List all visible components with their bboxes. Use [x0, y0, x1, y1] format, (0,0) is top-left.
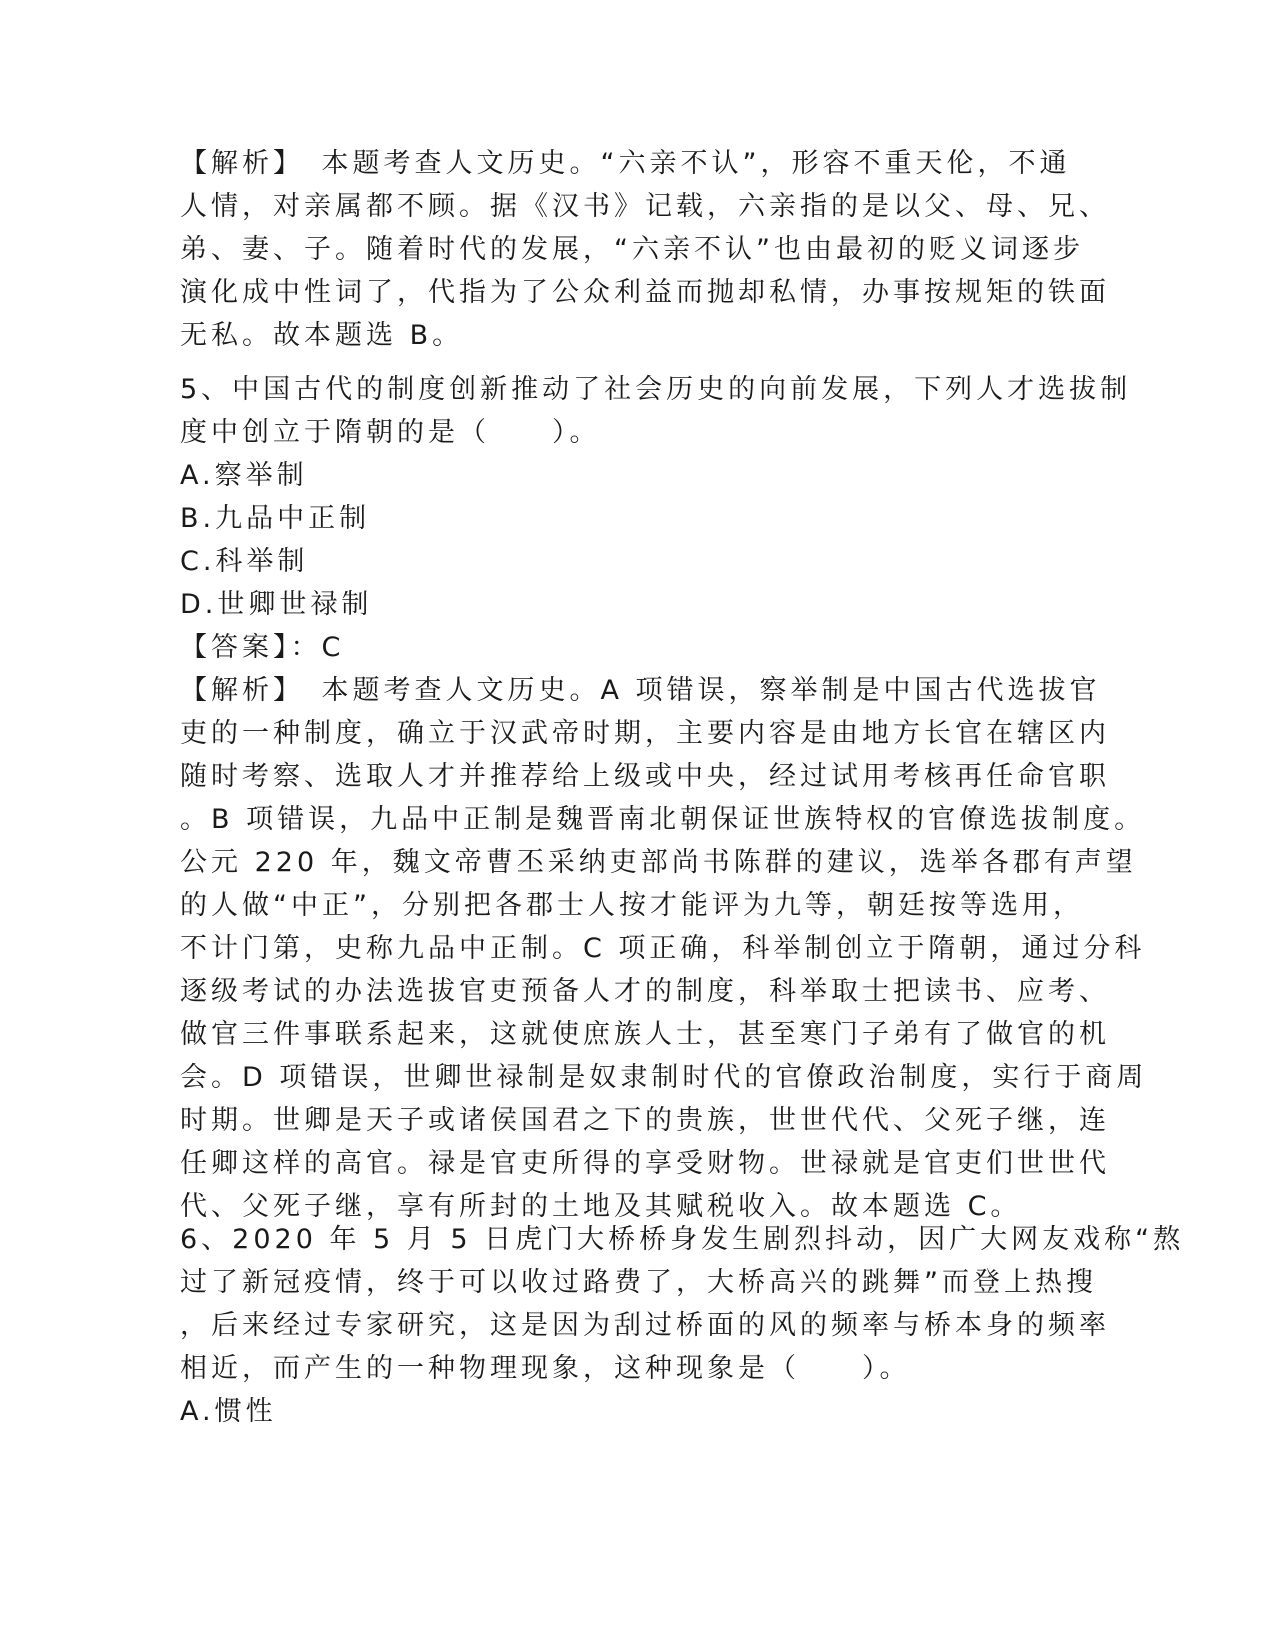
analysis-line: 不计门第，史称九品中正制。C 项正确，科举制创立于隋朝，通过分科 — [180, 933, 1146, 964]
previous-question-analysis — [180, 142, 1110, 357]
option-b: B.九品中正制 — [180, 503, 371, 534]
analysis-line: 任卿这样的高官。禄是官吏所得的享受财物。世禄就是官吏们世世代 — [180, 1148, 1110, 1179]
question-stem-line: 度中创立于隋朝的是（ ）。 — [180, 417, 601, 448]
analysis-line: 演化成中性词了，代指为了公众利益而抛却私情，办事按规矩的铁面 — [180, 277, 1110, 308]
analysis-line: 吏的一种制度，确立于汉武帝时期，主要内容是由地方长官在辖区内 — [180, 718, 1110, 749]
analysis-line: 做官三件事联系起来，这就使庶族人士，甚至寒门子弟有了做官的机 — [180, 1019, 1110, 1050]
analysis-line: 。B 项错误，九品中正制是魏晋南北朝保证世族特权的官僚选拔制度。 — [180, 804, 1146, 835]
analysis-line: 会。D 项错误，世卿世禄制是奴隶制时代的官僚政治制度，实行于商周 — [180, 1062, 1148, 1093]
option-d: D.世卿世禄制 — [180, 589, 373, 620]
analysis-line: 无私。故本题选 B。 — [180, 320, 464, 351]
analysis-line: 逐级考试的办法选拔官吏预备人才的制度，科举取士把读书、应考、 — [180, 976, 1110, 1007]
question-stem-line: 相近，而产生的一种物理现象，这种现象是（ ）。 — [180, 1353, 911, 1384]
option-a: A.察举制 — [180, 460, 308, 491]
question-5 — [180, 368, 1148, 1228]
analysis-line: 人情，对亲属都不顾。据《汉书》记载，六亲指的是以父、母、兄、 — [180, 191, 1110, 222]
analysis-line: 弟、妻、子。随着时代的发展，“六亲不认”也由最初的贬义词逐步 — [180, 234, 1084, 265]
analysis-line: 随时考察、选取人才并推荐给上级或中央，经过试用考核再任命官职 — [180, 761, 1110, 792]
option-a: A.惯性 — [180, 1396, 277, 1427]
question-stem-line: ，后来经过专家研究，这是因为刮过桥面的风的频率与桥本身的频率 — [180, 1310, 1110, 1341]
question-stem-line: 6、2020 年 5 月 5 日虎门大桥桥身发生剧烈抖动，因广大网友戏称“熬 — [180, 1224, 1185, 1255]
question-stem-line: 过了新冠疫情，终于可以收过路费了，大桥高兴的跳舞”而登上热搜 — [180, 1267, 1097, 1298]
analysis-line: 的人做“中正”，分别把各郡士人按才能评为九等，朝廷按等选用， — [180, 890, 1084, 921]
question-stem-line: 5、中国古代的制度创新推动了社会历史的向前发展，下列人才选拔制 — [180, 374, 1132, 405]
analysis-line: 【解析】 本题考查人文历史。“六亲不认”，形容不重天伦，不通 — [180, 148, 1071, 179]
question-6 — [180, 1218, 1185, 1433]
answer-line: 【答案】：C — [180, 632, 345, 663]
analysis-line: 代、父死子继，享有所封的土地及其赋税收入。故本题选 C。 — [180, 1191, 1022, 1222]
analysis-line: 时期。世卿是天子或诸侯国君之下的贵族，世世代代、父死子继，连 — [180, 1105, 1110, 1136]
analysis-line: 【解析】 本题考查人文历史。A 项错误，察举制是中国古代选拔官 — [180, 675, 1101, 706]
option-c: C.科举制 — [180, 546, 309, 577]
analysis-line: 公元 220 年，魏文帝曹丕采纳吏部尚书陈群的建议，选举各郡有声望 — [180, 847, 1137, 878]
